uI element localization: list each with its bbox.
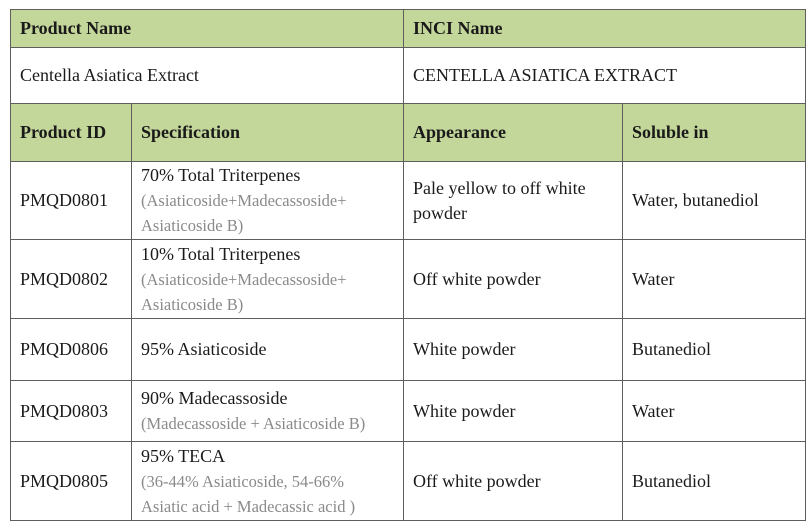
appearance-cell: White powder bbox=[404, 319, 623, 381]
appearance-cell: Off white powder bbox=[404, 240, 623, 319]
spec-note: Asiatic acid + Madecassic acid ) bbox=[141, 496, 356, 516]
inci-name-header: INCI Name bbox=[404, 10, 806, 48]
product-id-cell: PMQD0806 bbox=[11, 319, 132, 381]
specification-cell bbox=[132, 162, 404, 240]
table-row bbox=[11, 162, 806, 240]
col-header-product-id: Product ID bbox=[11, 104, 132, 162]
spec-note: (Madecassoside + Asiaticoside B) bbox=[141, 414, 366, 433]
product-id-cell: PMQD0801 bbox=[11, 162, 132, 240]
spec-note: Asiaticoside B) bbox=[141, 294, 244, 314]
specification-cell: 95% Asiaticoside bbox=[132, 319, 404, 381]
soluble-cell: Water, butanediol bbox=[623, 162, 806, 240]
specification-cell bbox=[132, 442, 404, 521]
col-header-appearance: Appearance bbox=[404, 104, 623, 162]
product-header-row bbox=[11, 10, 806, 48]
table-row bbox=[11, 240, 806, 319]
soluble-cell: Water bbox=[623, 240, 806, 319]
column-header-row bbox=[11, 104, 806, 162]
spec-main: 10% Total Triterpenes bbox=[141, 243, 301, 264]
spec-note: (36-44% Asiaticoside, 54-66% bbox=[141, 471, 345, 491]
spec-main: 95% TECA bbox=[141, 445, 226, 466]
product-id-cell: PMQD0802 bbox=[11, 240, 132, 319]
spec-note: (Asiaticoside+Madecassoside+ bbox=[141, 191, 347, 210]
appearance-cell: Off white powder bbox=[404, 442, 623, 521]
soluble-cell: Butanediol bbox=[623, 442, 806, 521]
product-id-cell: PMQD0805 bbox=[11, 442, 132, 521]
spec-note: Asiaticoside B) bbox=[141, 216, 244, 235]
table-row bbox=[11, 319, 806, 381]
appearance-cell: White powder bbox=[404, 381, 623, 442]
spec-main: 70% Total Triterpenes bbox=[141, 165, 301, 185]
specification-cell bbox=[132, 381, 404, 442]
col-header-specification: Specification bbox=[132, 104, 404, 162]
appearance-cell bbox=[404, 162, 623, 240]
product-spec-table bbox=[10, 9, 806, 521]
product-name-header: Product Name bbox=[11, 10, 404, 48]
product-name-value: Centella Asiatica Extract bbox=[11, 48, 404, 104]
specification-cell bbox=[132, 240, 404, 319]
spec-note: (Asiaticoside+Madecassoside+ bbox=[141, 269, 347, 289]
appearance-line: powder bbox=[413, 202, 467, 223]
table-row bbox=[11, 381, 806, 442]
product-id-cell: PMQD0803 bbox=[11, 381, 132, 442]
table-row bbox=[11, 442, 806, 521]
appearance-line: Pale yellow to off white bbox=[413, 177, 586, 198]
product-info-row bbox=[11, 48, 806, 104]
col-header-soluble-in: Soluble in bbox=[623, 104, 806, 162]
soluble-cell: Water bbox=[623, 381, 806, 442]
inci-name-value: CENTELLA ASIATICA EXTRACT bbox=[404, 48, 806, 104]
spec-main: 90% Madecassoside bbox=[141, 388, 288, 408]
soluble-cell: Butanediol bbox=[623, 319, 806, 381]
